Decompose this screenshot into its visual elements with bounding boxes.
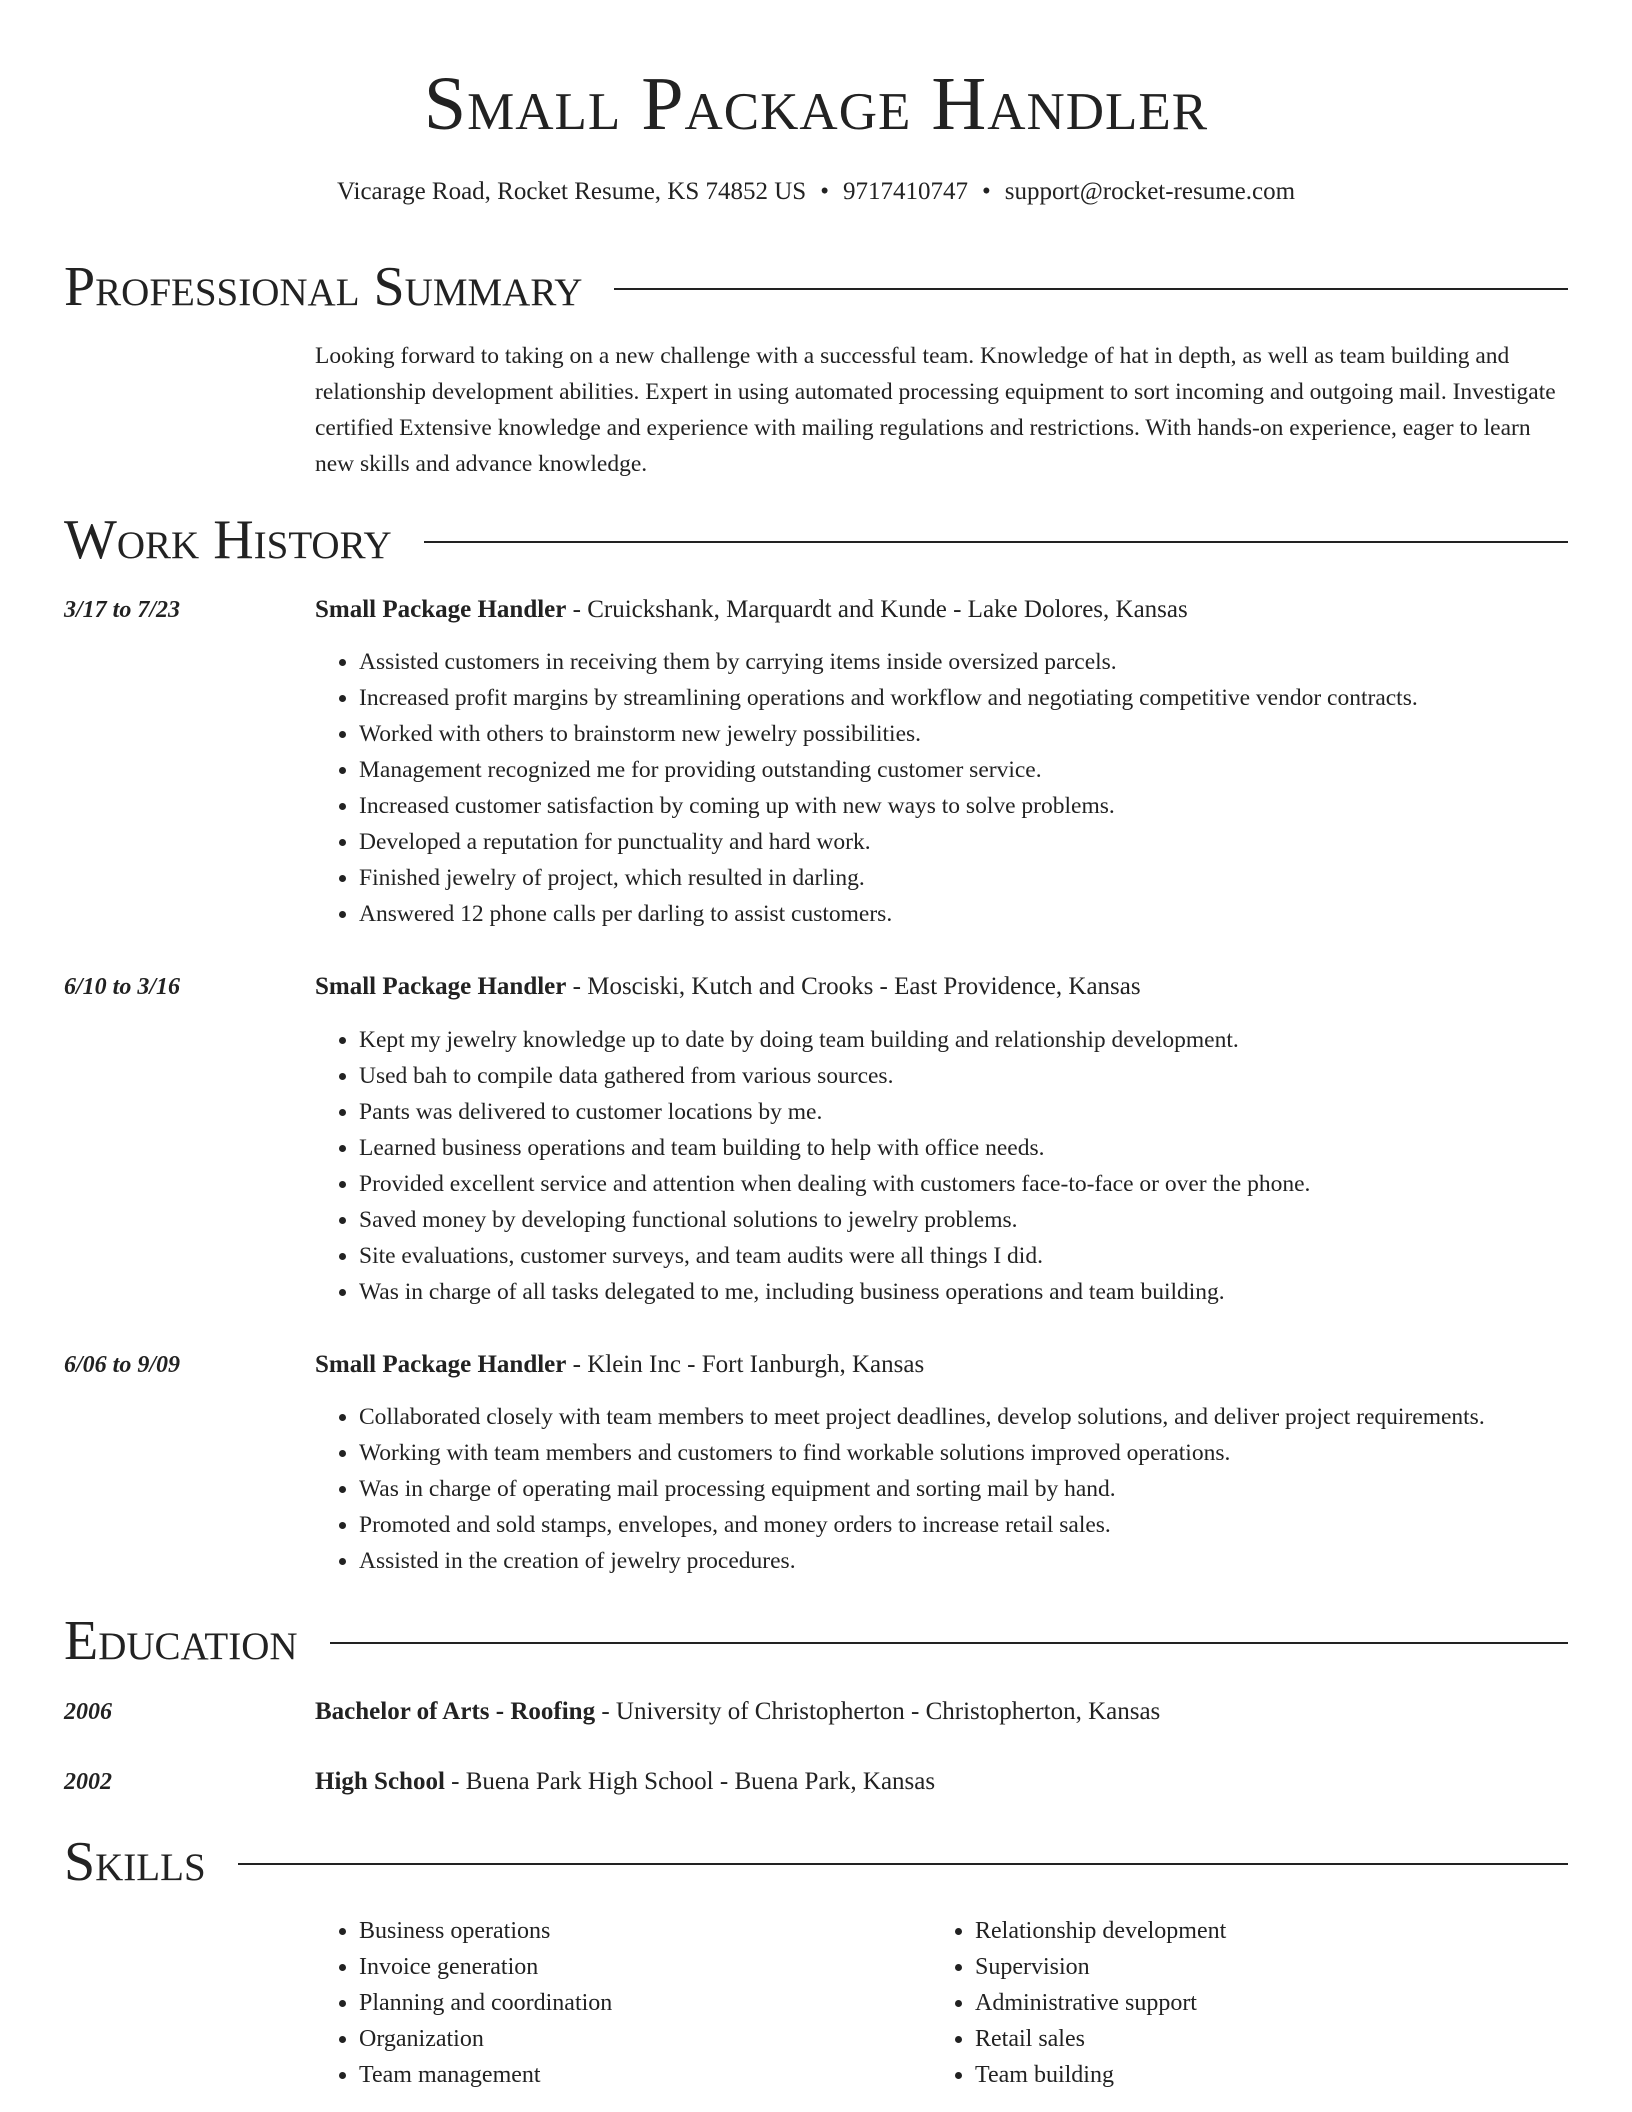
contact-separator: •: [981, 178, 991, 205]
skills-section-title: [64, 1827, 1568, 1897]
section-heading: Skills: [64, 1831, 206, 1893]
candidate-name: Small Package Handler: [423, 62, 1209, 146]
list-item: • Worked with others to brainstorm new jewelry possibilities.: [359, 716, 1612, 752]
list-item: • Kept my jewelry knowledge up to date by doing team building and relationship development.: [359, 1022, 1612, 1058]
section-divider: [238, 1863, 1568, 1865]
skill-item: • Team building: [975, 2057, 1535, 2093]
section-divider: [330, 1642, 1568, 1644]
job-dates: 6/06 to 9/09: [64, 1352, 181, 1378]
contact-phone: 9717410747: [842, 178, 968, 205]
list-item: • Used bah to compile data gathered from various sources.: [359, 1058, 1612, 1094]
education-year: 2002: [64, 1769, 112, 1795]
list-item: • Was in charge of all tasks delegated to me, including business operations and team building.: [359, 1274, 1612, 1310]
job-role: Small Package Handler: [315, 1351, 567, 1378]
list-item: • Increased customer satisfaction by coming up with new ways to solve problems.: [359, 788, 1612, 824]
skill-item: • Retail sales: [975, 2021, 1535, 2057]
list-item: • Increased profit margins by streamlining operations and workflow and negotiating competitive vendor contracts.: [359, 680, 1612, 716]
contact-separator: •: [820, 178, 829, 205]
job-role: Small Package Handler: [315, 596, 567, 623]
job-dates: 6/10 to 3/16: [64, 974, 181, 1000]
job-heading: [315, 1347, 1568, 1383]
skill-item: • Administrative support: [975, 1985, 1535, 2021]
education-details: - Buena Park High School - Buena Park, Kansas: [444, 1768, 936, 1795]
summary-text: Looking forward to taking on a new challenge with a successful team. Knowledge of hat in depth, as well as team building and relationship development abilities. Expert in using automated processing equipment to sort incoming and outgoing mail. Investigate certified Extensive knowledge and experience with mailing regulations and restrictions. With hands-on experience, eager to learn new skills and advance knowledge.: [315, 343, 1556, 477]
list-item: • Assisted in the creation of jewelry procedures.: [359, 1543, 1612, 1579]
skill-item: • Team management: [359, 2057, 919, 2093]
list-item: • Site evaluations, customer surveys, and team audits were all things I did.: [359, 1238, 1612, 1274]
job-dates: 3/17 to 7/23: [64, 597, 181, 623]
education-section-title: [64, 1606, 1568, 1676]
list-item: • Saved money by developing functional solutions to jewelry problems.: [359, 1202, 1612, 1238]
list-item: • Was in charge of operating mail processing equipment and sorting mail by hand.: [359, 1471, 1612, 1507]
list-item: • Answered 12 phone calls per darling to assist customers.: [359, 896, 1612, 932]
section-heading: Work History: [64, 509, 392, 571]
list-item: • Assisted customers in receiving them by carrying items inside oversized parcels.: [359, 644, 1612, 680]
skills-list-left: [315, 1913, 919, 2093]
contact-line: [64, 174, 1568, 210]
section-divider: [424, 541, 1568, 543]
skill-item: • Planning and coordination: [359, 1985, 919, 2021]
contact-email: support@rocket-resume.com: [1004, 178, 1296, 205]
section-divider: [614, 288, 1568, 290]
list-item: • Finished jewelry of project, which resulted in darling.: [359, 860, 1612, 896]
job-details: - Cruickshank, Marquardt and Kunde - Lake Dolores, Kansas: [566, 596, 1188, 623]
job-bullets: [315, 1399, 1612, 1579]
education-degree: Bachelor of Arts - Roofing: [315, 1698, 596, 1725]
skill-item: • Invoice generation: [359, 1949, 919, 1985]
skill-item: • Business operations: [359, 1913, 919, 1949]
contact-address: Vicarage Road, Rocket Resume, KS 74852 US: [336, 178, 807, 205]
list-item: • Provided excellent service and attention when dealing with customers face-to-face or over the phone.: [359, 1166, 1612, 1202]
summary-section-title: [64, 252, 1568, 322]
education-heading: [315, 1764, 1568, 1800]
skill-item: • Relationship development: [975, 1913, 1535, 1949]
section-heading: Professional Summary: [64, 256, 583, 318]
job-heading: [315, 592, 1568, 628]
skills-list-right: [931, 1913, 1535, 2093]
list-item: • Working with team members and customers to find workable solutions improved operations.: [359, 1435, 1612, 1471]
job-heading: [315, 969, 1568, 1005]
list-item: • Promoted and sold stamps, envelopes, and money orders to increase retail sales.: [359, 1507, 1612, 1543]
job-bullets: [315, 644, 1612, 932]
skill-item: • Organization: [359, 2021, 919, 2057]
job-details: - Mosciski, Kutch and Crooks - East Providence, Kansas: [566, 973, 1141, 1000]
list-item: • Collaborated closely with team members to meet project deadlines, develop solutions, and deliver project requirements.: [359, 1399, 1612, 1435]
resume-page: [64, 0, 1568, 2112]
list-item: • Developed a reputation for punctuality and hard work.: [359, 824, 1612, 860]
education-details: - University of Christopherton - Christopherton, Kansas: [595, 1698, 1161, 1725]
list-item: • Management recognized me for providing outstanding customer service.: [359, 752, 1612, 788]
work-history-section-title: [64, 505, 1568, 575]
job-role: Small Package Handler: [315, 973, 567, 1000]
skill-item: • Supervision: [975, 1949, 1535, 1985]
job-bullets: [315, 1022, 1612, 1310]
list-item: • Pants was delivered to customer locations by me.: [359, 1094, 1612, 1130]
section-heading: Education: [64, 1610, 298, 1672]
list-item: • Learned business operations and team building to help with office needs.: [359, 1130, 1612, 1166]
education-degree: High School: [315, 1768, 445, 1795]
job-details: - Klein Inc - Fort Ianburgh, Kansas: [566, 1351, 925, 1378]
education-year: 2006: [64, 1699, 112, 1725]
education-heading: [315, 1694, 1568, 1730]
